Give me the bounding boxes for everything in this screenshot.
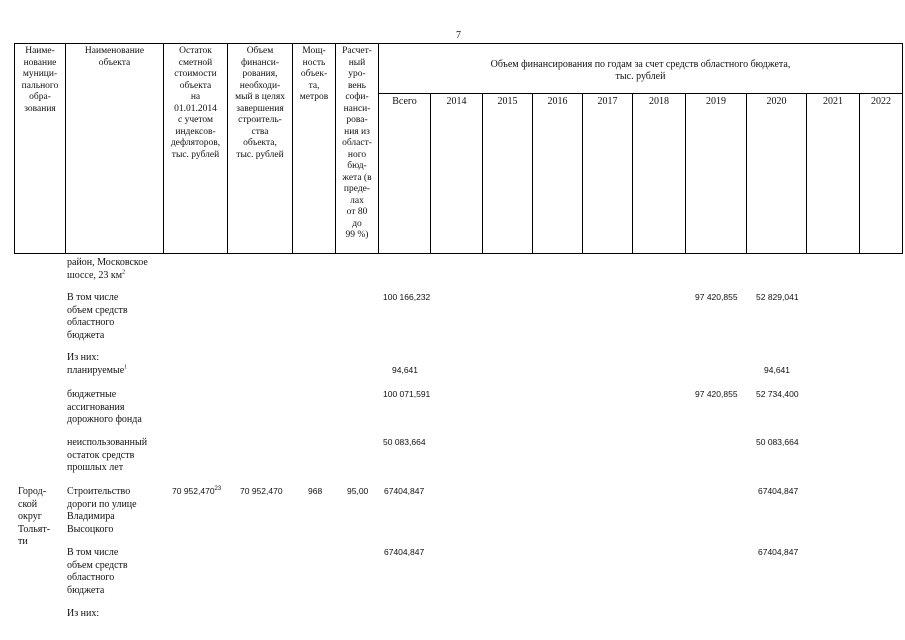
header-year-2015: 2015 [497, 96, 518, 107]
cell-total: 67404,847 [384, 547, 425, 557]
vline [582, 93, 583, 254]
cell-2020: 67404,847 [758, 547, 799, 557]
vline [65, 43, 66, 254]
vline [632, 93, 633, 254]
funding-divider [378, 93, 903, 94]
row-label-regional-budget: В том числе объем средств областного бюджета [67, 547, 128, 596]
vline [482, 93, 483, 254]
header-funding-volume: Объем финанси- рования, необходи- мый в целях завершения строитель- ства объекта, тыс. рублей [235, 46, 285, 160]
cell-remaining-cost [172, 486, 221, 496]
row-municipality: Город- ской округ Тольят- ти [18, 486, 51, 547]
table-top-border [14, 43, 903, 44]
header-funding-by-year: Объем финансирования по годам за счет средств областного бюджета, тыс. рублей [490, 59, 791, 82]
header-year-2018: 2018 [649, 96, 669, 107]
cell-total: 100 166,232 [383, 292, 431, 302]
vline [430, 93, 431, 254]
row-object-name: Строительство дороги по улице Владимира Высоцкого [67, 486, 137, 535]
vline [902, 43, 903, 254]
cell-total: 67404,847 [384, 486, 425, 496]
header-cofinancing-level: Расчет- ный уро- вень софи- нанси- рова- ния из област- ного бюд- жета (в преде- лах от 80 до 99 %) [342, 46, 372, 240]
header-object-name: Наименование объекта [84, 46, 145, 68]
row-object-location-text: район, Московское шоссе, 23 км [67, 257, 148, 281]
cell-remaining-cost-value: 70 952,470 [172, 486, 215, 496]
vline [532, 93, 533, 254]
vline [746, 93, 747, 254]
cell-cofinancing-level: 95,00 [347, 486, 369, 496]
cell-2019: 97 420,855 [695, 389, 738, 399]
cell-capacity: 968 [308, 486, 323, 496]
row-label-planned [67, 352, 127, 377]
header-year-2014: 2014 [446, 96, 467, 107]
row-label-road-fund: бюджетные ассигнования дорожного фонда [67, 389, 142, 425]
header-year-2021: 2021 [823, 96, 843, 107]
vline [806, 93, 807, 254]
row-label-planned-text: Из них: планируемые [67, 352, 125, 376]
cell-total: 50 083,664 [383, 437, 426, 447]
cell-2019: 97 420,855 [695, 292, 738, 302]
cell-2020: 52 829,041 [756, 292, 799, 302]
footnote-ref: 1 [124, 364, 128, 371]
cell-2020: 52 734,400 [756, 389, 799, 399]
header-capacity: Мощ- ность объек- та, метров [299, 46, 329, 102]
row-label-unused-balance: неиспользованный остаток средств прошлых лет [67, 437, 148, 473]
header-year-2022: 2022 [871, 96, 891, 107]
cell-funding-volume: 70 952,470 [240, 486, 283, 496]
row-label-regional-budget: В том числе объем средств областного бюджета [67, 292, 128, 341]
vline [685, 93, 686, 254]
cell-2020: 67404,847 [758, 486, 799, 496]
table-bottom-border [14, 253, 903, 254]
header-year-2019: 2019 [706, 96, 726, 107]
row-label-of-them: Из них: [67, 608, 100, 619]
footnote-ref: 23 [214, 486, 222, 493]
cell-2020: 94,641 [764, 365, 790, 375]
row-object-location [67, 257, 148, 282]
page-number: 7 [456, 30, 461, 41]
cell-2020: 50 083,664 [756, 437, 799, 447]
header-year-2017: 2017 [597, 96, 618, 107]
footnote-ref: 2 [122, 269, 126, 276]
cell-total: 94,641 [392, 365, 418, 375]
header-year-2016: 2016 [547, 96, 568, 107]
header-year-2020: 2020 [766, 96, 787, 107]
header-year-total: Всего [392, 96, 417, 107]
vline [859, 93, 860, 254]
header-remaining-cost: Остаток сметной стоимости объекта на 01.01.2014 с учетом индексов- дефляторов, тыс. рублей [170, 46, 221, 160]
cell-total: 100 071,591 [383, 389, 431, 399]
header-municipality: Наиме- нование муници- пального обра- зования [21, 46, 59, 114]
